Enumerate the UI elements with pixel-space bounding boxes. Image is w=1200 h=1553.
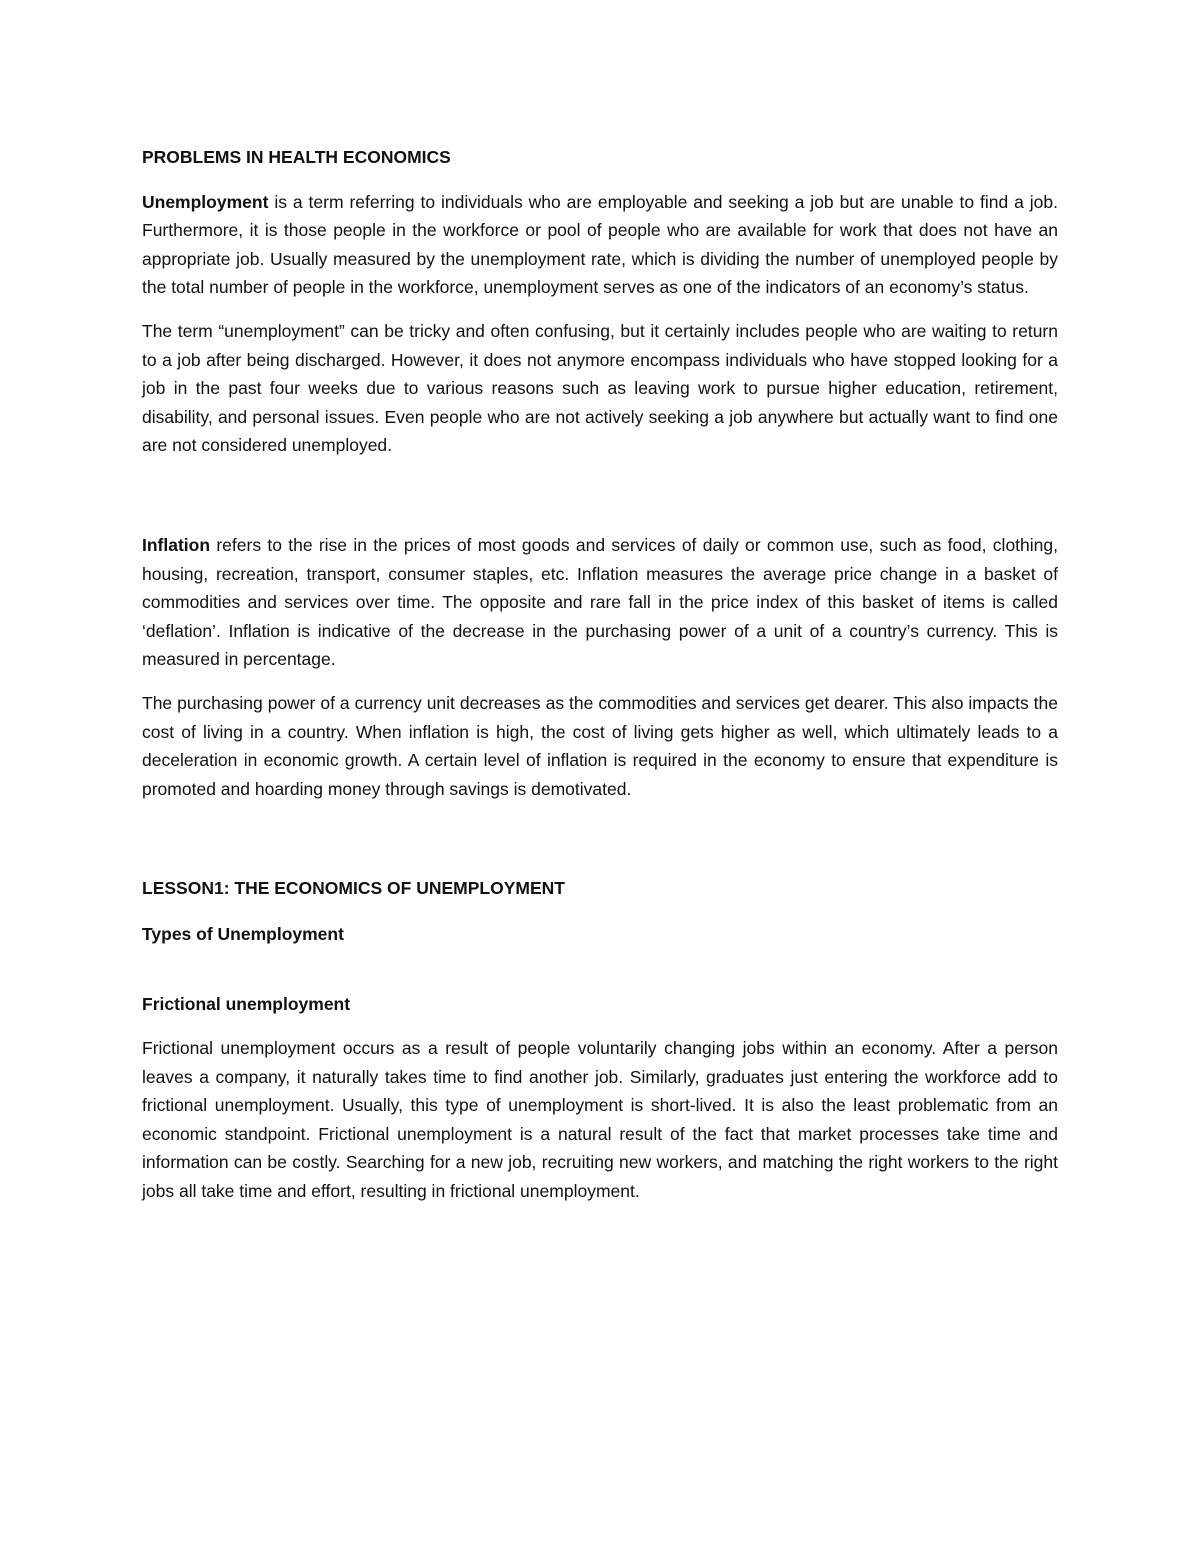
- frictional-paragraph: Frictional unemployment occurs as a result of people voluntarily changing jobs within an economy. After a person leaves a company, it naturally takes time to find another job. Similarly, graduates just entering the workforce add to frictional unemployment. Usually, this type of unemployment is short-lived. It is also the least problematic from an economic standpoint. Frictional unemployment is a natural result of the fact that market processes take time and information can be costly. Searching for a new job, recruiting new workers, and matching the right workers to the right jobs all take time and effort, resulting in frictional unemployment.: [142, 1038, 1058, 1202]
- inflation-detail-paragraph: The purchasing power of a currency unit decreases as the commodities and services get dearer. This also impacts the cost of living in a country. When inflation is high, the cost of living gets higher as well, which ultimately leads to a deceleration in economic growth. A certain level of inflation is required in the economy to ensure that expenditure is promoted and hoarding money through savings is demotivated.: [142, 692, 1058, 799]
- inflation-definition-paragraph: [142, 531, 1058, 674]
- unemployment-term: Unemployment: [142, 191, 269, 212]
- document-title: PROBLEMS IN HEALTH ECONOMICS: [142, 147, 451, 167]
- unemployment-definition-paragraph: [142, 188, 1058, 302]
- document-page: [142, 143, 1058, 1221]
- section-spacer: [142, 818, 1058, 874]
- unemployment-detail-paragraph: The term “unemployment” can be tricky and often confusing, but it certainly includes people who are waiting to return to a job after being discharged. However, it does not anymore encompass individuals who have stopped looking for a job in the past four weeks due to various reasons such as leaving work to pursue higher education, retirement, disability, and personal issues. Even people who are not actively seeking a job anywhere but actually want to find one are not considered unemployed.: [142, 320, 1058, 456]
- inflation-term: Inflation: [142, 534, 211, 555]
- types-heading: Types of Unemployment: [142, 923, 344, 944]
- frictional-heading: Frictional unemployment: [142, 994, 351, 1015]
- lesson-heading: LESSON1: THE ECONOMICS OF UNEMPLOYMENT: [142, 878, 565, 899]
- section-spacer: [142, 475, 1058, 531]
- section-spacer: [142, 948, 1058, 990]
- unemployment-definition-text: is a term referring to individuals who are employable and seeking a job but are unable to find a job. Furthermore, it is those people in the workforce or pool of people who are available for work that does not have an appropriate job. Usually measured by the unemployment rate, which is dividing the number of unemployed people by the total number of people in the workforce, unemployment serves as one of the indicators of an economy’s status.: [142, 191, 1058, 298]
- inflation-definition-text: refers to the rise in the prices of most goods and services of daily or common use, such as food, clothing, housing, recreation, transport, consumer staples, etc. Inflation measures the average price change in a basket of commodities and services over time. The opposite and rare fall in the price index of this basket of items is called ‘deflation’. Inflation is indicative of the decrease in the purchasing power of a unit of a country’s currency. This is measured in percentage.: [142, 534, 1058, 670]
